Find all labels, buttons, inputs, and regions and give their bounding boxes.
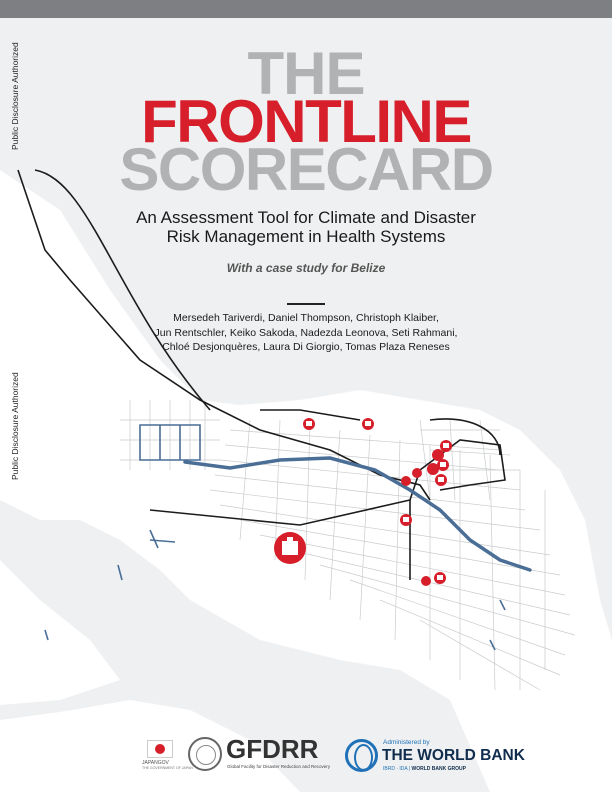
world-bank-logo [345,736,525,786]
world-bank-ibrd: IBRD · IDA [383,766,408,772]
gfdrr-logo [188,736,336,786]
gfdrr-name: GFDRR [226,734,319,764]
author-line: Chloé Desjonquères, Laura Di Giorgio, Tomas Plaza Reneses [162,341,450,353]
clinic-marker [427,463,439,475]
author-line: Mersedeh Tariverdi, Daniel Thompson, Christoph Klaiber, [173,312,439,324]
japan-label: JAPANGOV [142,760,169,766]
gfdrr-subtitle: Global Facility for Disaster Reduction and Recovery [227,764,331,769]
clinic-marker [421,576,431,586]
clinic-marker [412,468,422,478]
world-bank-name: THE WORLD BANK [382,747,525,764]
japan-flag-icon [147,740,173,758]
author-list [0,311,612,355]
author-line: Jun Rentschler, Keiko Sakoda, Nadezda Leonova, Seti Rahmani, [154,326,458,339]
title-line-2: FRONTLINE [141,88,471,155]
subtitle-line-2: Risk Management in Health Systems [166,227,446,246]
title-line-3: SCORECARD [119,136,493,203]
disclosure-label: Public Disclosure Authorized [10,372,20,480]
clinic-marker [401,476,411,486]
gfdrr-seal-icon [188,737,222,771]
case-study-note: With a case study for Belize [226,261,386,275]
administered-by: Administered by [383,739,430,746]
disclosure-label: Public Disclosure Authorized [10,42,20,150]
divider [287,303,325,305]
top-band [0,0,612,18]
subtitle-line-1: An Assessment Tool for Climate and Disaster [136,208,476,227]
world-bank-group: WORLD BANK GROUP [411,766,466,772]
title-line-1: THE [247,40,365,107]
world-bank-tags: IBRD · IDA | WORLD BANK GROUP [383,766,466,772]
world-bank-globe-icon [345,739,378,772]
japan-sub-label: THE GOVERNMENT OF JAPAN [142,766,193,770]
subtitle [0,208,612,246]
japan-logo [142,736,193,786]
